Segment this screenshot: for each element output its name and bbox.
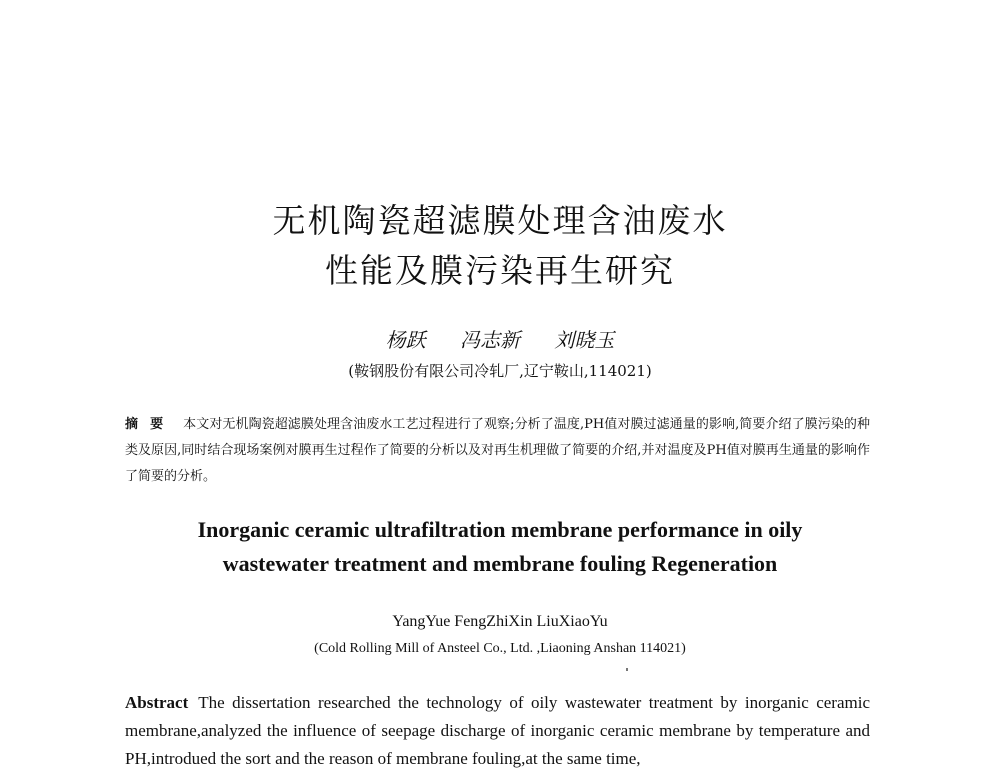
scan-speck: [626, 668, 628, 671]
authors-cn: [0, 325, 1000, 355]
title-cn-line2: 性能及膜污染再生研究: [325, 251, 675, 290]
authors-en: YangYue FengZhiXin LiuXiaoYu: [392, 613, 608, 630]
abstract-en-label: Abstract: [125, 693, 189, 712]
abstract-cn-text: 本文对无机陶瓷超滤膜处理含油废水工艺过程进行了观察;分析了温度,PH值对膜过滤通量的影响,简要介绍了膜污染的种类及原因,同时结合现场案例对膜再生过程作了简要的分析以及对再生机理做了简要的介绍,并对温度及PH值对膜再生通量的影响作了简要的分析。: [125, 417, 870, 484]
abstract-cn-label: 摘要: [125, 417, 176, 432]
abstract-en: [125, 689, 870, 773]
title-en-line1: Inorganic ceramic ultrafiltration membrane performance in oily: [197, 517, 803, 542]
author-cn-2: 冯志新: [460, 328, 520, 352]
abstract-cn: [125, 412, 870, 490]
affiliation-cn: (鞍钢股份有限公司冷轧厂,辽宁鞍山,114021): [348, 362, 652, 380]
title-cn-line1: 无机陶瓷超滤膜处理含油废水: [272, 201, 728, 240]
author-cn-3: 刘晓玉: [554, 328, 615, 352]
abstract-en-text: The dissertation researched the technology of oily wastewater treatment by inorganic ceramic membrane,analyzed the influence of seepage discharge of inorganic ceramic membrane by temperature and PH,introdued the sort and the reason of membrane fouling,at the same time,: [125, 693, 870, 768]
title-en-line2: wastewater treatment and membrane fouling Regeneration: [222, 551, 778, 576]
affiliation-en: (Cold Rolling Mill of Ansteel Co., Ltd. ,Liaoning Anshan 114021): [314, 641, 686, 656]
author-cn-1: 杨跃: [385, 328, 426, 352]
